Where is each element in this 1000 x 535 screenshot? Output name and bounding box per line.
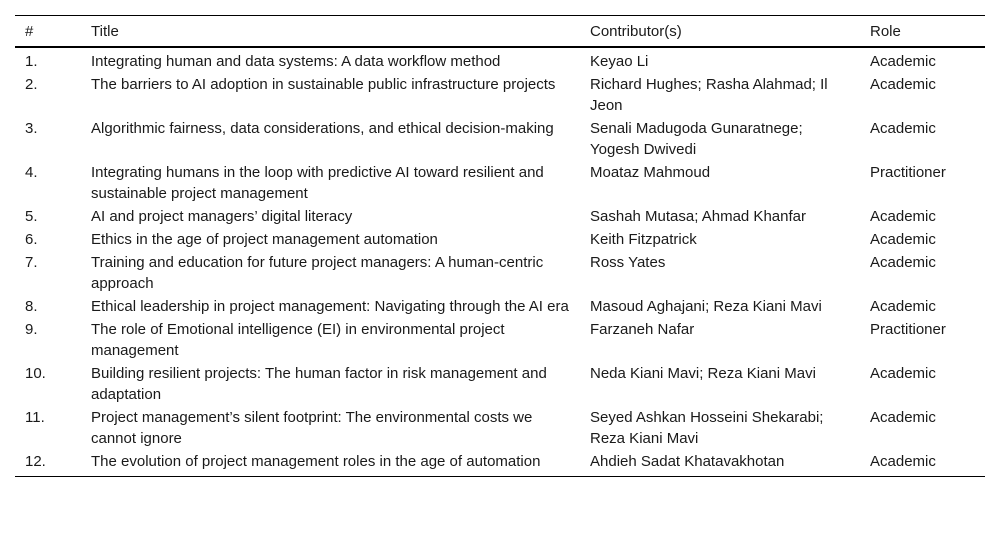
- row-role: Practitioner: [870, 321, 946, 338]
- row-title: Integrating humans in the loop with predictive AI toward resilient and sustainable project management: [91, 164, 544, 202]
- row-number: 12.: [25, 453, 46, 470]
- row-title: The role of Emotional intelligence (EI) in environmental project management: [91, 321, 505, 359]
- row-number: 4.: [25, 164, 38, 181]
- row-role: Academic: [870, 208, 936, 225]
- row-number: 9.: [25, 321, 38, 338]
- header-title: Title: [91, 22, 119, 40]
- row-title: Algorithmic fairness, data considerations, and ethical decision-making: [91, 120, 554, 137]
- row-contributors: Richard Hughes; Rasha Alahmad; Il Jeon: [590, 76, 828, 114]
- table-row: [15, 450, 985, 477]
- row-title: Building resilient projects: The human factor in risk management and adaptation: [91, 365, 547, 403]
- row-title: The barriers to AI adoption in sustainable public infrastructure projects: [91, 76, 556, 93]
- row-contributors: Sashah Mutasa; Ahmad Khanfar: [590, 208, 806, 225]
- row-number: 7.: [25, 254, 38, 271]
- row-number: 11.: [25, 409, 45, 426]
- row-role: Practitioner: [870, 164, 946, 181]
- table-row: [15, 318, 985, 362]
- row-number: 1.: [25, 53, 38, 70]
- row-title: Ethical leadership in project management: Navigating through the AI era: [91, 298, 569, 315]
- row-contributors: Ross Yates: [590, 254, 666, 271]
- row-number: 10.: [25, 365, 46, 382]
- table-row: [15, 47, 985, 73]
- row-title: Ethics in the age of project management automation: [91, 231, 438, 248]
- contributors-table: [15, 15, 985, 477]
- table-row: [15, 161, 985, 205]
- row-title: Training and education for future project managers: A human-centric approach: [91, 254, 544, 292]
- row-contributors: Moataz Mahmoud: [590, 164, 711, 181]
- header-role: Role: [870, 22, 901, 40]
- table-body: [15, 47, 985, 477]
- table-header: [15, 16, 985, 48]
- row-title: Project management’s silent footprint: The environmental costs we cannot ignore: [91, 409, 533, 447]
- table-row: [15, 117, 985, 161]
- row-title: The evolution of project management roles in the age of automation: [91, 453, 541, 470]
- table-row: [15, 295, 985, 318]
- row-contributors: Ahdieh Sadat Khatavakhotan: [590, 453, 785, 470]
- row-role: Academic: [870, 409, 936, 426]
- row-role: Academic: [870, 120, 936, 137]
- row-contributors: Masoud Aghajani; Reza Kiani Mavi: [590, 298, 822, 315]
- table-row: [15, 205, 985, 228]
- row-title: AI and project managers’ digital literacy: [91, 208, 353, 225]
- row-contributors: Neda Kiani Mavi; Reza Kiani Mavi: [590, 365, 816, 382]
- row-contributors: Seyed Ashkan Hosseini Shekarabi; Reza Kiani Mavi: [590, 409, 824, 447]
- row-number: 8.: [25, 298, 38, 315]
- table-row: [15, 362, 985, 406]
- row-role: Academic: [870, 254, 936, 271]
- row-role: Academic: [870, 76, 936, 93]
- row-contributors: Senali Madugoda Gunaratnege; Yogesh Dwivedi: [590, 120, 803, 158]
- row-number: 5.: [25, 208, 38, 225]
- row-role: Academic: [870, 365, 936, 382]
- row-role: Academic: [870, 53, 936, 70]
- row-role: Academic: [870, 231, 936, 248]
- header-number: #: [25, 22, 34, 40]
- row-contributors: Farzaneh Nafar: [590, 321, 695, 338]
- row-role: Academic: [870, 298, 936, 315]
- contributors-table-container: [15, 15, 985, 477]
- row-title: Integrating human and data systems: A data workflow method: [91, 53, 501, 70]
- header-contributors: Contributor(s): [590, 22, 682, 40]
- table-row: [15, 251, 985, 295]
- header-row: [15, 16, 985, 48]
- row-contributors: Keith Fitzpatrick: [590, 231, 697, 248]
- table-row: [15, 73, 985, 117]
- row-number: 6.: [25, 231, 38, 248]
- row-number: 2.: [25, 76, 38, 93]
- row-contributors: Keyao Li: [590, 53, 649, 70]
- row-number: 3.: [25, 120, 38, 137]
- table-row: [15, 228, 985, 251]
- row-role: Academic: [870, 453, 936, 470]
- table-row: [15, 406, 985, 450]
